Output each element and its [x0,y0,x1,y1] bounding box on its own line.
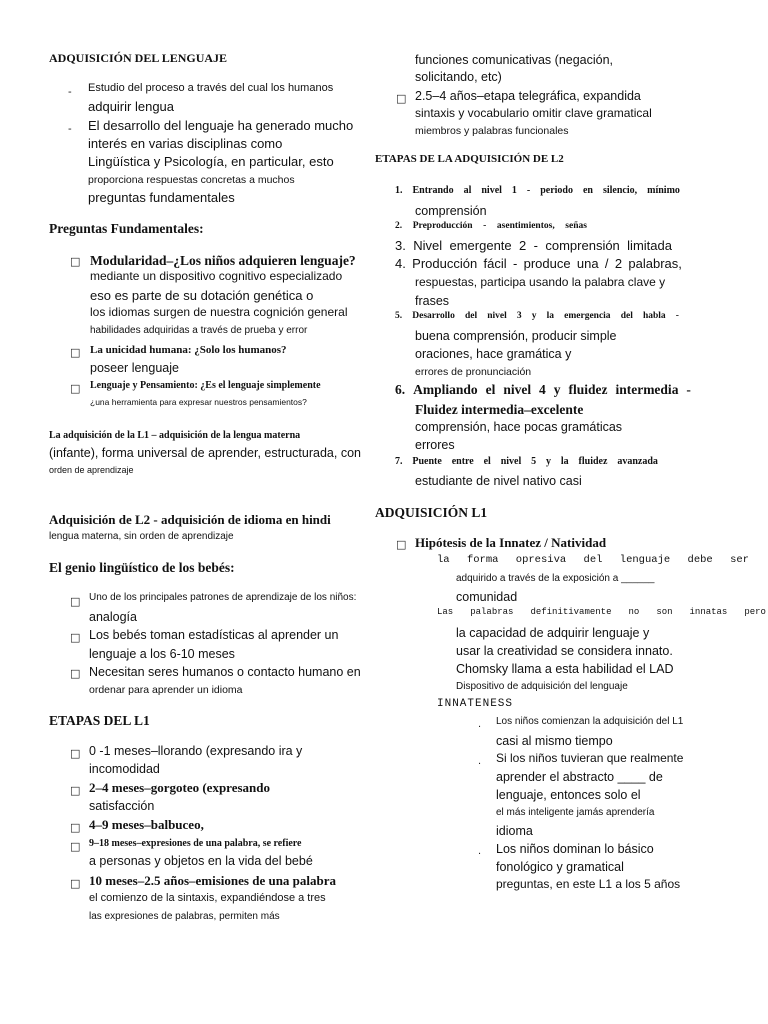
word: / [604,256,609,271]
l2-step-1 [395,185,680,197]
word: 1 [511,185,517,196]
word: no [628,607,640,617]
innate-line: Los niños comienzan la adquisición del L1 [496,716,684,727]
capacidad-line: Dispositivo de adquisición del lenguaje [456,681,628,692]
pregunta-line: eso es parte de su dotación genética o [90,288,314,303]
innate-line: fonológico y gramatical [496,860,624,874]
word: Entrando [412,185,454,196]
dot-bullet: . [478,845,482,857]
l2-step-line: oraciones, hace gramática y [415,347,572,361]
word: Producción [412,256,478,271]
checkbox-bullet: □ [70,346,81,359]
genio-line: Necesitan seres humanos o contacto humano en [89,665,361,679]
innate-line: aprender el abstracto ____ de [496,770,663,784]
intro-line: preguntas fundamentales [88,190,235,205]
word: nivel [503,382,532,397]
l2-step-line: respuestas, participa usando la palabra clave y [415,275,666,289]
pregunta-line: los idiomas surgen de nuestra cognición general [90,305,348,319]
l2-step-line: comprensión [415,204,487,218]
word: - [512,256,518,271]
hipotesis-title: Hipótesis de la Innatez / Natividad [415,535,607,550]
checkbox-bullet: □ [70,784,81,797]
word: - [526,185,531,196]
word: fluidez [578,456,608,467]
checkbox-bullet: □ [70,877,81,890]
checkbox-bullet: □ [70,595,81,608]
word: 1. [395,185,403,196]
word: Ampliando [413,382,478,397]
word: asentimientos, [496,221,555,231]
word: ser [730,554,749,566]
word: señas [565,221,587,231]
word: 2 [614,256,623,271]
l1-definition-title: La adquisición de la L1 – adquisición de la lengua materna [49,430,301,441]
word: el [483,456,491,467]
word: lenguaje [619,554,671,566]
word: Puente [412,456,442,467]
word: 2. [395,221,403,231]
intro-line: interés en varias disciplinas como [88,136,283,151]
intro-line: Estudio del proceso a través del cual los humanos [88,82,334,94]
word: produce [523,256,571,271]
word: 6. [395,382,406,397]
innate-line: preguntas, en este L1 a los 5 años [496,877,681,891]
l1-definition-line: orden de aprendizaje [49,465,134,475]
etapa-l1-line: 9–18 meses–expresiones de una palabra, se refiere [89,838,302,849]
word: la [437,554,450,566]
word: 2 [519,238,527,253]
innate-line: Si los niños tuvieran que realmente [496,751,684,765]
dash-bullet: - [68,123,72,135]
word: Nivel [413,238,443,253]
word: al [463,185,472,196]
word: y [546,456,552,467]
heading-etapas-l1: ETAPAS DEL L1 [49,713,150,728]
innate-line: idioma [496,824,533,838]
pregunta-modularidad: Modularidad–¿Los niños adquieren lenguaje? [90,253,356,268]
word: 5. [395,311,403,321]
word: fluidez [568,382,608,397]
word: opresiva [515,554,567,566]
innateness-label: INNATENESS [437,698,514,710]
l2-step-line: errores de pronunciación [415,366,532,378]
word: entre [451,456,474,467]
genio-line: lenguaje a los 6-10 meses [89,647,235,661]
word: innatas [689,607,728,617]
genio-line: analogía [89,610,137,624]
l2-step-line: frases [415,294,450,308]
etapa-l1-line: satisfacción [89,799,155,813]
l2-definition-title: Adquisición de L2 - adquisición de idioma en hindi [49,512,331,527]
etapa-l1-line: a personas y objetos en la vida del bebé [89,854,313,868]
checkbox-bullet: □ [70,840,81,853]
word: emergente [449,238,512,253]
mono-line [437,554,749,566]
capacidad-line: usar la creatividad se considera innato. [456,644,673,658]
hipotesis-line: comunidad [456,590,518,604]
word: - [686,382,691,397]
pregunta-unicidad: La unicidad humana: ¿Solo los humanos? [90,344,287,356]
checkbox-bullet: □ [396,538,407,551]
hipotesis-line: adquirido a través de la exposición a ______ [456,573,655,584]
word: la [560,456,569,467]
word: 3. [395,238,406,253]
intro-line: Lingüística y Psicología, en particular, esto [88,154,334,169]
word: una [576,256,599,271]
word: nivel [481,185,502,196]
word: comprensión [545,238,620,253]
pregunta-pensamiento: Lenguaje y Pensamiento: ¿Es el lenguaje simplemente [90,380,321,391]
heading-adquisicion-l1: ADQUISICIÓN L1 [375,505,488,520]
l2-step-line: buena comprensión, producir simple [415,329,617,343]
etapa-l1-line: 4–9 meses–balbuceo, [89,817,204,832]
l2-step-2 [395,221,587,232]
l2-step-line: Fluidez intermedia–excelente [415,402,584,417]
word: 3 [516,311,522,321]
word: pero [744,607,766,617]
word: - [675,311,679,321]
word: nivel [487,311,507,321]
pregunta-line: poseer lenguaje [90,361,179,375]
l2-step-line: errores [415,438,455,452]
word: Preproducción [412,221,473,231]
l2-step-5 [395,311,679,322]
l2-definition-line: lengua materna, sin orden de aprendizaje [49,531,234,542]
word: Desarrollo [412,311,455,321]
genio-line: ordenar para aprender un idioma [89,684,243,696]
checkbox-bullet: □ [70,255,81,268]
etapa-l1-line: 2–4 meses–gorgoteo (expresando [89,780,271,795]
word: - [483,221,487,231]
word: - [533,238,538,253]
intro-line: proporciona respuestas concretas a muchos [88,174,295,186]
word: periodo [540,185,573,196]
telegrafica-line: miembros y palabras funcionales [415,125,569,137]
genio-line: Uno de los principales patrones de aprendizaje de los niños: [89,592,357,603]
word: palabras, [628,256,682,271]
l2-step-4 [395,257,682,272]
checkbox-bullet: □ [70,667,81,680]
cont-line: solicitando, etc) [415,70,502,84]
word: 4 [539,382,546,397]
heading-etapas-l2: ETAPAS DE LA ADQUISICIÓN DE L2 [375,153,564,165]
l2-step-6 [395,382,691,398]
capacidad-line: la capacidad de adquirir lenguaje y [456,626,650,640]
checkbox-bullet: □ [70,382,81,395]
word: y [531,311,537,321]
intro-line: El desarrollo del lenguaje ha generado mucho [88,118,354,133]
innate-line: Los niños dominan lo básico [496,842,654,856]
mono-line [437,607,766,617]
word: fácil [483,256,507,271]
word: son [656,607,673,617]
innate-line: casi al mismo tiempo [496,734,613,748]
word: nivel [500,456,522,467]
word: la [546,311,555,321]
pregunta-line: habilidades adquiridas a través de prueba y error [90,325,308,336]
word: definitivamente [530,607,612,617]
word: habla [642,311,666,321]
word: en [582,185,593,196]
heading-adquisicion-lenguaje: ADQUISICIÓN DEL LENGUAJE [49,51,228,65]
checkbox-bullet: □ [70,631,81,644]
innate-line: lenguaje, entonces solo el [496,788,641,802]
word: forma [466,554,499,566]
telegrafica-line: sintaxis y vocabulario omitir clave gramatical [415,106,652,120]
etapa-l1-line: incomodidad [89,762,160,776]
word: 7. [395,456,403,467]
etapa-l1-line: 10 meses–2.5 años–emisiones de una palabra [89,873,337,888]
word: palabras [470,607,514,617]
pregunta-line: ¿una herramienta para expresar nuestros pensamientos? [90,397,307,407]
l2-step-line: estudiante de nivel nativo casi [415,474,582,488]
cont-line: funciones comunicativas (negación, [415,53,614,67]
l2-step-3 [395,239,672,254]
word: del [464,311,478,321]
word: del [620,311,633,321]
dash-bullet: - [68,86,72,98]
dot-bullet: . [478,755,482,767]
l2-step-line: comprensión, hace pocas gramáticas [415,420,623,434]
genio-line: Los bebés toman estadísticas al aprender un [89,628,339,642]
checkbox-bullet: □ [70,821,81,834]
capacidad-line: Chomsky llama a esta habilidad el LAD [456,662,674,676]
etapa-l1-line: las expresiones de palabras, permiten más [89,911,280,922]
word: 5 [531,456,537,467]
telegrafica-line: 2.5–4 años–etapa telegráfica, expandida [415,89,641,103]
word: 4. [395,256,406,271]
word: silencio, [602,185,638,196]
dot-bullet: . [478,718,482,730]
word: emergencia [564,311,611,321]
pregunta-line: mediante un dispositivo cognitivo especializado [90,269,343,283]
innate-line: el más inteligente jamás aprendería [496,807,655,818]
word: limitada [627,238,672,253]
etapa-l1-line: el comienzo de la sintaxis, expandiéndose a tres [89,892,326,904]
word: debe [687,554,713,566]
etapa-l1-line: 0 -1 meses–llorando (expresando ira y [89,744,303,758]
word: mínimo [647,185,680,196]
l2-step-7 [395,456,658,468]
word: intermedia [615,382,679,397]
heading-genio: El genio lingüístico de los bebés: [49,560,235,575]
l1-definition-line: (infante), forma universal de aprender, estructurada, con [49,446,361,460]
heading-preguntas: Preguntas Fundamentales: [49,221,204,236]
word: del [583,554,603,566]
word: avanzada [617,456,658,467]
intro-line: adquirir lengua [88,99,175,114]
checkbox-bullet: □ [396,92,407,105]
checkbox-bullet: □ [70,747,81,760]
word: y [553,382,561,397]
word: el [485,382,496,397]
word: Las [437,607,454,617]
